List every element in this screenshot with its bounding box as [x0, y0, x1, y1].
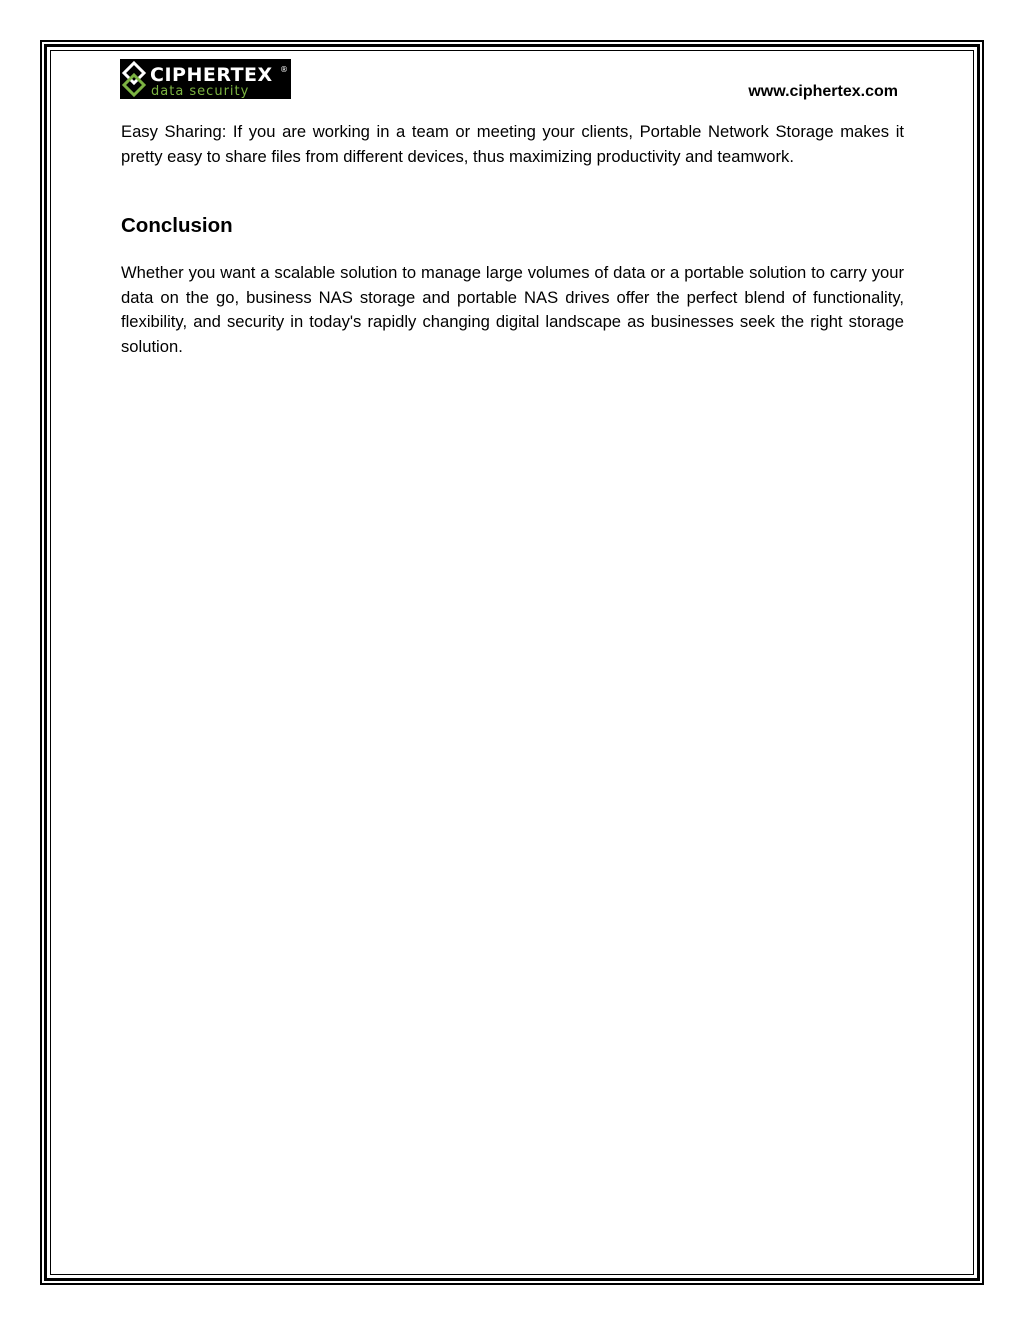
paragraph-conclusion: Whether you want a scalable solution to manage large volumes of data or a portable solution to carry your data on the go, business NAS storage and portable NAS drives offer the perfect blend of functionality, flexibility, and security in today's rapidly changing digital landscape as businesses seek the right storage solution.	[121, 263, 904, 356]
logo-mark-icon	[120, 59, 291, 99]
svg-text:data security: data security	[151, 84, 250, 99]
svg-text:CIPHERTEX: CIPHERTEX	[150, 64, 273, 86]
paragraph-easy-sharing: Easy Sharing: If you are working in a team or meeting your clients, Portable Network Storage makes it pretty easy to share files from different devices, thus maximizing productivity and teamwork.	[121, 122, 904, 166]
ciphertex-logo	[120, 59, 291, 99]
section-heading-conclusion: Conclusion	[121, 214, 233, 237]
website-url[interactable]: www.ciphertex.com	[748, 83, 898, 100]
svg-text:®: ®	[280, 65, 288, 74]
